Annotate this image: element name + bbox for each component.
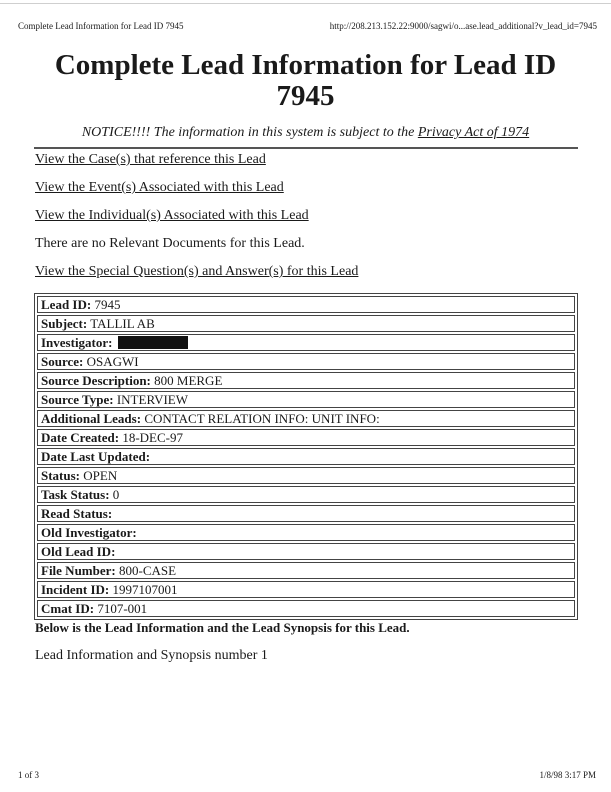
field-label: Additional Leads: — [41, 411, 142, 426]
field-cell — [37, 581, 575, 598]
field-label: Subject: — [41, 316, 88, 331]
field-cell — [37, 600, 575, 617]
privacy-act-link[interactable]: Privacy Act of 1974 — [417, 125, 530, 140]
field-label: Old Lead ID: — [41, 544, 116, 559]
field-label: Source: — [41, 354, 84, 369]
table-row — [37, 429, 575, 446]
table-row — [37, 581, 575, 598]
lead-links — [35, 150, 575, 290]
field-value: 18-DEC-97 — [122, 430, 184, 445]
field-cell — [37, 505, 575, 522]
field-cell — [37, 315, 575, 332]
divider — [34, 147, 578, 149]
field-value: 800 MERGE — [154, 373, 223, 388]
top-rule — [0, 3, 611, 4]
field-cell — [37, 543, 575, 560]
field-value: 7945 — [94, 297, 121, 312]
field-cell — [37, 334, 575, 351]
field-label: Lead ID: — [41, 297, 92, 312]
field-cell — [37, 372, 575, 389]
table-row — [37, 467, 575, 484]
print-footer-datetime: 1/8/98 3:17 PM — [539, 770, 596, 780]
field-value: 7107-001 — [97, 601, 148, 616]
field-label: Source Description: — [41, 373, 151, 388]
field-label: Investigator: — [41, 335, 113, 350]
field-cell — [37, 410, 575, 427]
field-cell — [37, 524, 575, 541]
synopsis-label: Lead Information and Synopsis number 1 — [35, 648, 268, 663]
field-value: 0 — [112, 487, 120, 502]
field-label: Incident ID: — [41, 582, 110, 597]
view-questions-link[interactable]: View the Special Question(s) and Answer(s) for this Lead — [35, 264, 359, 279]
field-value: OPEN — [83, 468, 118, 483]
field-cell — [37, 562, 575, 579]
print-header-title: Complete Lead Information for Lead ID 7945 — [18, 21, 184, 31]
field-value: CONTACT RELATION INFO: UNIT INFO: — [144, 411, 380, 426]
table-row — [37, 296, 575, 313]
table-row — [37, 391, 575, 408]
field-cell — [37, 467, 575, 484]
view-cases-link[interactable]: View the Case(s) that reference this Lead — [35, 152, 266, 167]
table-row — [37, 315, 575, 332]
table-row — [37, 353, 575, 370]
field-label: Date Created: — [41, 430, 120, 445]
field-cell — [37, 391, 575, 408]
field-value: TALLIL AB — [90, 316, 155, 331]
table-row — [37, 410, 575, 427]
print-header-url: http://208.213.152.22:9000/sagwi/o...ase.lead_additional?v_lead_id=7945 — [329, 21, 597, 31]
table-row — [37, 448, 575, 465]
field-label: Read Status: — [41, 506, 113, 521]
table-row — [37, 372, 575, 389]
view-individuals-link[interactable]: View the Individual(s) Associated with this Lead — [35, 208, 309, 223]
field-cell — [37, 296, 575, 313]
field-label: Cmat ID: — [41, 601, 95, 616]
field-cell — [37, 429, 575, 446]
print-footer-page: 1 of 3 — [18, 770, 39, 780]
table-row — [37, 600, 575, 617]
lead-info-table — [34, 293, 578, 620]
table-row — [37, 543, 575, 560]
table-row — [37, 562, 575, 579]
no-documents-text: There are no Relevant Documents for this Lead. — [35, 236, 305, 251]
field-label: Source Type: — [41, 392, 114, 407]
page-title: Complete Lead Information for Lead ID 7945 — [54, 49, 557, 112]
field-cell — [37, 448, 575, 465]
field-value: 800-CASE — [118, 563, 177, 578]
field-label: Old Investigator: — [41, 525, 137, 540]
table-row — [37, 334, 575, 351]
field-value: 1997107001 — [112, 582, 178, 597]
below-heading: Below is the Lead Information and the Lead Synopsis for this Lead. — [35, 620, 410, 635]
table-row — [37, 505, 575, 522]
notice-text: NOTICE!!!! The information in this system is subject to the — [81, 125, 418, 140]
redaction-block — [118, 336, 188, 349]
table-row — [37, 524, 575, 541]
field-label: Date Last Updated: — [41, 449, 151, 464]
field-value: INTERVIEW — [116, 392, 189, 407]
field-label: Status: — [41, 468, 81, 483]
privacy-notice — [40, 125, 571, 141]
view-events-link[interactable]: View the Event(s) Associated with this Lead — [35, 180, 284, 195]
field-label: Task Status: — [41, 487, 110, 502]
field-cell — [37, 486, 575, 503]
field-label: File Number: — [41, 563, 116, 578]
field-cell — [37, 353, 575, 370]
table-row — [37, 486, 575, 503]
field-value: OSAGWI — [86, 354, 139, 369]
